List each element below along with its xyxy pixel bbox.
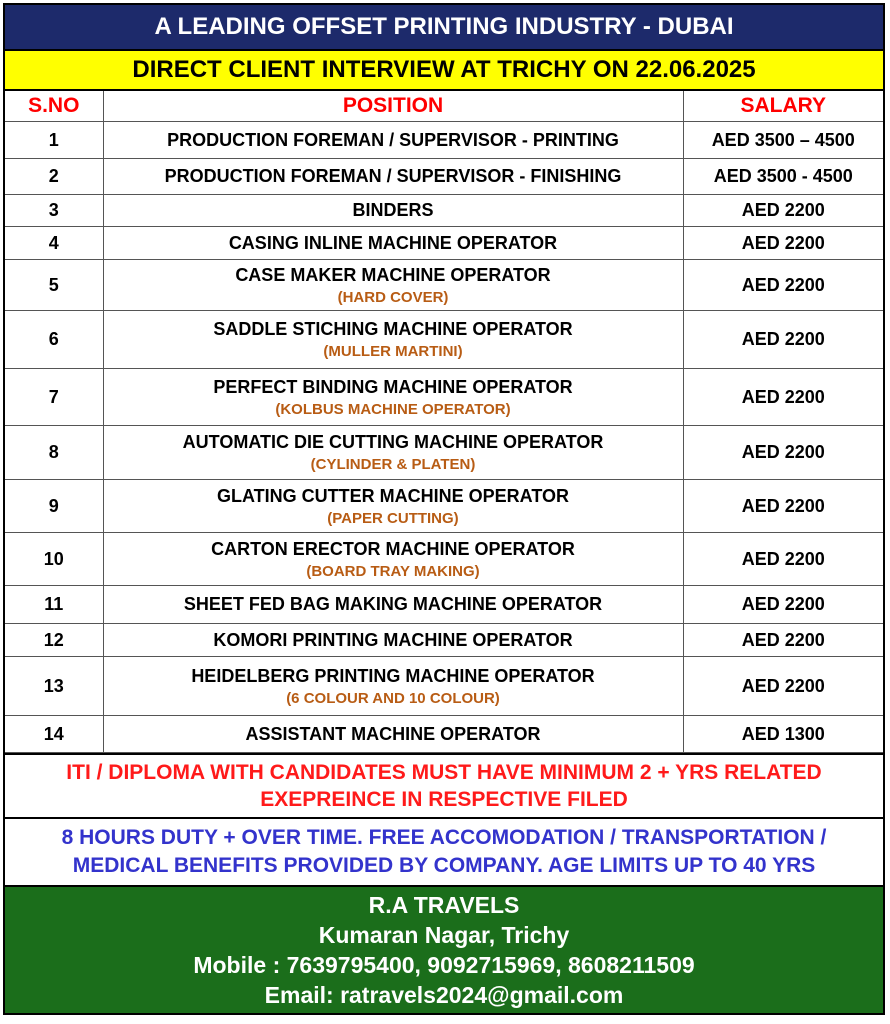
row-salary: AED 2200 — [683, 260, 883, 311]
row-position-cell — [103, 716, 683, 753]
row-sno: 4 — [5, 227, 103, 260]
row-salary: AED 2200 — [683, 369, 883, 426]
contact-block — [5, 887, 883, 1013]
row-salary: AED 2200 — [683, 624, 883, 657]
row-position-cell — [103, 369, 683, 426]
table-row — [5, 624, 883, 657]
row-position-cell — [103, 159, 683, 195]
table-row — [5, 311, 883, 369]
row-salary: AED 3500 – 4500 — [683, 122, 883, 159]
row-salary: AED 2200 — [683, 533, 883, 586]
row-position: SADDLE STICHING MACHINE OPERATOR — [213, 319, 573, 339]
row-position-note: (PAPER CUTTING) — [327, 509, 459, 527]
row-salary: AED 2200 — [683, 480, 883, 533]
benefits-line-2: MEDICAL BENEFITS PROVIDED BY COMPANY. AGE LIMITS UP TO 40 YRS — [72, 854, 816, 877]
requirement-line-2: EXEPREINCE IN RESPECTIVE FILED — [260, 788, 628, 811]
row-position-note: (HARD COVER) — [337, 288, 449, 306]
table-row — [5, 195, 883, 227]
table-row — [5, 657, 883, 716]
row-position-cell — [103, 122, 683, 159]
row-sno: 7 — [5, 369, 103, 426]
row-position-cell — [103, 195, 683, 227]
row-salary: AED 2200 — [683, 311, 883, 369]
company-name: R.A TRAVELS — [368, 892, 520, 918]
row-sno: 12 — [5, 624, 103, 657]
row-salary: AED 1300 — [683, 716, 883, 753]
table-row — [5, 227, 883, 260]
row-position-cell — [103, 311, 683, 369]
row-position: HEIDELBERG PRINTING MACHINE OPERATOR — [191, 665, 595, 686]
row-salary: AED 2200 — [683, 227, 883, 260]
email-address: Email: ratravels2024@gmail.com — [264, 982, 624, 1008]
mobile-numbers: Mobile : 7639795400, 9092715969, 8608211509 — [193, 952, 695, 978]
row-position-cell — [103, 227, 683, 260]
row-position-note: (KOLBUS MACHINE OPERATOR) — [275, 400, 511, 418]
table-row — [5, 533, 883, 586]
row-sno: 9 — [5, 480, 103, 533]
row-salary: AED 2200 — [683, 657, 883, 716]
interview-banner: DIRECT CLIENT INTERVIEW AT TRICHY ON 22.06.2025 — [5, 51, 883, 91]
row-position: ASSISTANT MACHINE OPERATOR — [245, 723, 541, 744]
row-sno: 14 — [5, 716, 103, 753]
row-sno: 1 — [5, 122, 103, 159]
company-address: Kumaran Nagar, Trichy — [318, 922, 570, 948]
column-header-position: POSITION — [103, 91, 683, 122]
row-position: PERFECT BINDING MACHINE OPERATOR — [213, 376, 573, 397]
table-body — [5, 122, 883, 753]
table-row — [5, 426, 883, 480]
row-position-note: (BOARD TRAY MAKING) — [306, 562, 480, 580]
row-sno: 11 — [5, 586, 103, 624]
row-position-note: (MULLER MARTINI) — [323, 343, 463, 360]
poster-title: A LEADING OFFSET PRINTING INDUSTRY - DUBAI — [5, 5, 883, 51]
row-salary: AED 2200 — [683, 586, 883, 624]
table-row — [5, 586, 883, 624]
row-position-cell — [103, 480, 683, 533]
row-position: PRODUCTION FOREMAN / SUPERVISOR - FINISHING — [164, 166, 622, 186]
row-position: AUTOMATIC DIE CUTTING MACHINE OPERATOR — [182, 432, 604, 452]
row-position-cell — [103, 624, 683, 657]
column-header-salary: SALARY — [683, 91, 883, 122]
row-salary: AED 3500 - 4500 — [683, 159, 883, 195]
table-row — [5, 260, 883, 311]
row-position-cell — [103, 260, 683, 311]
requirement-note — [5, 753, 883, 819]
row-salary: AED 2200 — [683, 426, 883, 480]
table-row — [5, 716, 883, 753]
row-position-note: (6 COLOUR AND 10 COLOUR) — [286, 689, 500, 707]
requirement-line-1: ITI / DIPLOMA WITH CANDIDATES MUST HAVE MINIMUM 2 + YRS RELATED — [66, 761, 822, 784]
row-position-cell — [103, 533, 683, 586]
row-position: BINDERS — [352, 200, 434, 220]
table-row — [5, 122, 883, 159]
positions-table — [5, 91, 883, 753]
row-position-cell — [103, 657, 683, 716]
table-row — [5, 480, 883, 533]
table-header-row — [5, 91, 883, 122]
row-position: PRODUCTION FOREMAN / SUPERVISOR - PRINTING — [167, 129, 619, 150]
row-position: GLATING CUTTER MACHINE OPERATOR — [217, 485, 569, 506]
job-poster — [3, 3, 885, 1015]
table-row — [5, 369, 883, 426]
row-position: KOMORI PRINTING MACHINE OPERATOR — [213, 629, 573, 650]
row-sno: 3 — [5, 195, 103, 227]
row-position-cell — [103, 426, 683, 480]
row-sno: 13 — [5, 657, 103, 716]
row-sno: 8 — [5, 426, 103, 480]
row-sno: 6 — [5, 311, 103, 369]
row-position-note: (CYLINDER & PLATEN) — [310, 456, 476, 473]
row-position: SHEET FED BAG MAKING MACHINE OPERATOR — [183, 594, 603, 614]
row-position-cell — [103, 586, 683, 624]
row-salary: AED 2200 — [683, 195, 883, 227]
row-sno: 5 — [5, 260, 103, 311]
benefits-note — [5, 819, 883, 887]
row-sno: 10 — [5, 533, 103, 586]
table-row — [5, 159, 883, 195]
row-position: CASING INLINE MACHINE OPERATOR — [228, 232, 558, 253]
row-position: CASE MAKER MACHINE OPERATOR — [235, 264, 551, 285]
column-header-sno: S.NO — [5, 91, 103, 122]
benefits-line-1: 8 HOURS DUTY + OVER TIME. FREE ACCOMODATION / TRANSPORTATION / — [61, 826, 827, 849]
row-position: CARTON ERECTOR MACHINE OPERATOR — [211, 538, 575, 559]
row-sno: 2 — [5, 159, 103, 195]
